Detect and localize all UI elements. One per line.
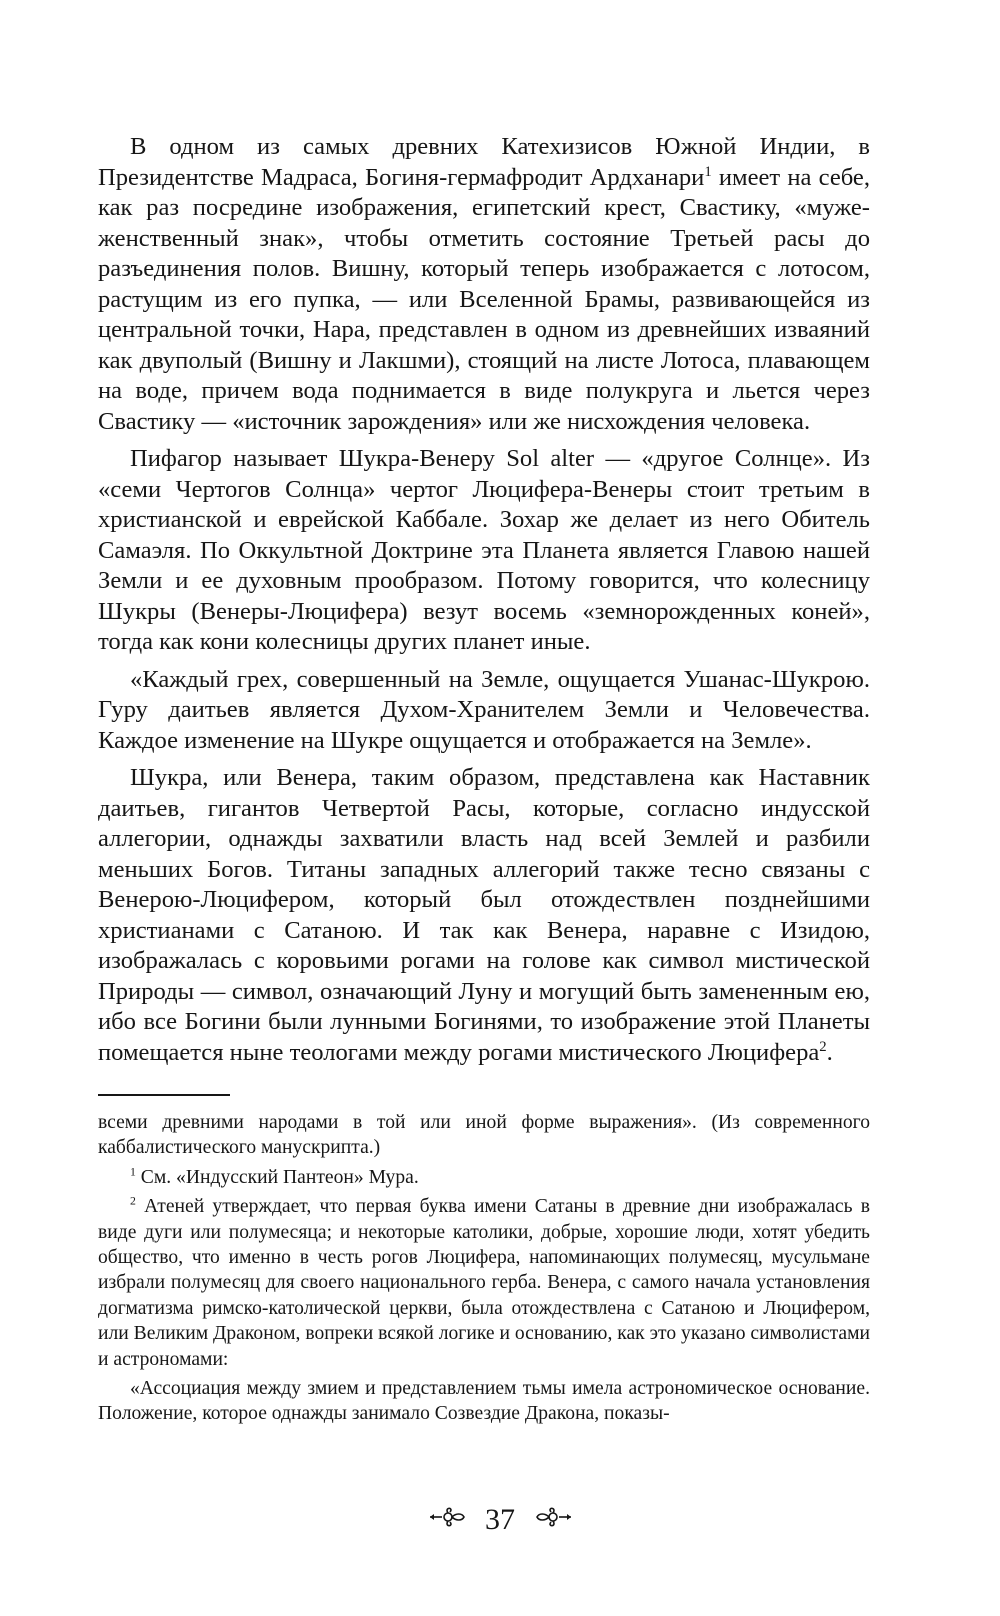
footnote-1-marker: 1: [130, 1165, 136, 1179]
page-folio: [0, 1500, 1000, 1538]
paragraph-1-text: В одном из самых древних Катехизисов Южной Индии, в Президентстве Мадраса, Богиня-гермафродит Ардханари: [98, 133, 870, 191]
footnote-divider: [98, 1094, 230, 1096]
floral-ornament-right-icon: [533, 1502, 573, 1538]
footnote-2: [98, 1194, 870, 1372]
footnote-2-marker: 2: [130, 1194, 136, 1208]
book-page: [98, 132, 870, 1532]
footnotes: [98, 1110, 870, 1427]
paragraph-3: «Каждый грех, совершенный на Земле, ощущается Ушанас-Шукрою. Гуру даитьев является Духом-Хранителем Земли и Человечества. Каждое изменение на Шукре ощущается и отображается на Земле».: [98, 665, 870, 754]
page-number: 37: [485, 1503, 515, 1537]
paragraph-1: [98, 132, 870, 437]
main-text: [98, 132, 870, 1068]
paragraph-2: Пифагор называет Шукра-Венеру Sol alter — «другое Солнце». Из «семи Чертогов Солнца» чертог Люцифера-Венеры стоит третьим в христианской и еврейской Каббале. Зохар же делает из него Обитель Самаэля. По Оккультной Доктрине эта Планета является Главою нашей Земли и ее духовным прообразом. Потому говорится, что колесницу Шукры (Венеры-Люцифера) везут восемь «земнорожденных коней», тогда как кони колесницы других планет иные.: [98, 445, 870, 655]
footnote-2-text: Атеней утверждает, что первая буква имени Сатаны в древние дни изображалась в виде дуги или полумесяца; и некоторые католики, добрые, хорошие люди, хотят убедить общество, что именно в честь рогов Люцифера, напоминающих полумесяц, мусульмане избрали полумесяц для своего национального герба. Венера, с самого начала установления догматизма римско-католической церкви, была отождествлена с Сатаною и Люцифером, или Великим Драконом, вопреки всякой логике и основанию, как это указано символистами и астрономами:: [98, 1196, 870, 1370]
footnote-ref-1: 1: [704, 163, 712, 180]
footnote-continuation: всеми древними народами в той или иной форме выражения». (Из современного каббалистического манускрипта.): [98, 1112, 870, 1159]
paragraph-4-text: Шукра, или Венера, таким образом, представлена как Наставник даитьев, гигантов Четвертой Расы, которые, согласно индусской аллегории, однажды захватили власть над всей Землей и разбили меньших Богов. Титаны западных аллегорий также тесно связаны с Венерою-Люцифером, который был отождествлен позднейшими христианами с Сатаною. И так как Венера, наравне с Изидою, изображалась с коровьими рогами на голове как символ мистической Природы — символ, означающий Луну и могущий быть замененным ею, ибо все Богини были лунными Богинями, то изображение этой Планеты помещается ныне теологами между рогами мистического Люцифера: [98, 764, 870, 1066]
footnote-1-text: См. «Индусский Пантеон» Мура.: [135, 1166, 419, 1188]
footnote-quote: «Ассоциация между змием и представлением тьмы имела астрономическое основание. Положение, которое однажды занимало Созвездие Дракона, показы-: [98, 1378, 870, 1425]
floral-ornament-left-icon: [428, 1502, 468, 1538]
paragraph-4-tail: .: [826, 1038, 833, 1066]
footnote-ref-2: 2: [819, 1038, 827, 1055]
footnote-1: [98, 1165, 870, 1190]
paragraph-4: [98, 763, 870, 1068]
paragraph-1-tail: имеет на себе, как раз посредине изображения, египетский крест, Свастику, «муже-женственный знак», чтобы отметить состояние Третьей расы до разъединения полов. Вишну, который теперь изображается с лотосом, растущим из его пупка, — или Вселенной Брамы, развивающейся из центральной точки, Нара, представлен в одном из древнейших изваяний как двуполый (Вишну и Лакшми), стоящий на листе Лотоса, плавающем на воде, причем вода поднимается в виде полукруга и льется через Свастику — «источник зарождения» или же нисхождения человека.: [98, 163, 871, 435]
